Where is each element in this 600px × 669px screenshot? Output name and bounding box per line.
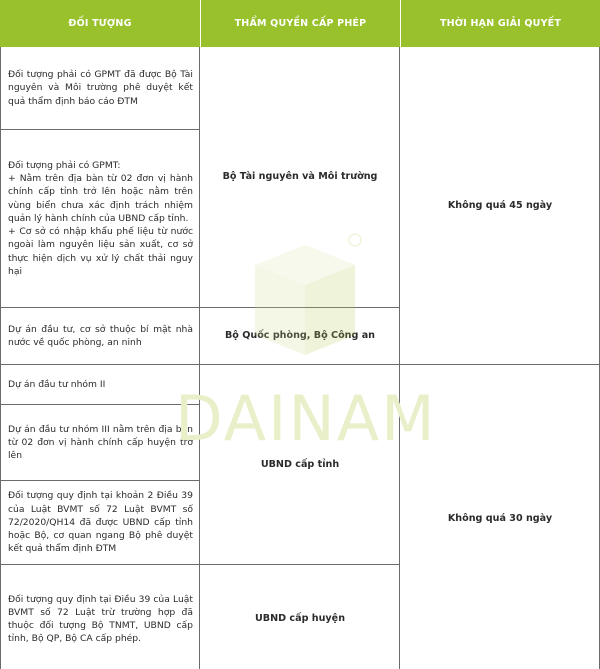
- subject-cell: [0, 308, 200, 365]
- subject-cell: [0, 405, 200, 481]
- subject-text: Dự án đầu tư nhóm II: [8, 378, 106, 390]
- subject-cell: [0, 365, 200, 405]
- authority-cell: [200, 365, 400, 565]
- subject-text: Dự án đầu tư nhóm III nằm trên địa bàn từ 02 đơn vị hành chính cấp huyện trở lên: [8, 423, 193, 462]
- subject-cell: [0, 481, 200, 565]
- authority-text: Bộ Quốc phòng, Bộ Công an: [224, 330, 376, 342]
- authority-text: Bộ Tài nguyên và Môi trường: [222, 171, 378, 183]
- deadline-cell: [400, 365, 600, 669]
- header-subject: ĐỐI TƯỢNG: [0, 0, 200, 47]
- subject-cell: [0, 47, 200, 130]
- subject-cell: [0, 565, 200, 669]
- deadline-text: Không quá 45 ngày: [447, 199, 553, 211]
- subject-text: Đối tượng phải có GPMT: + Nằm trên địa bàn từ 02 đơn vị hành chính cấp tỉnh trở lên hoặc nằm trên vùng biển chưa xác định trách nhiệm quản lý hành chính của UBND cấp tỉnh. + Cơ sở có nhập khẩu phế liệu từ nước ngoài làm nguyên liệu sản xuất, cơ sở thực hiện dịch vụ xử lý chất thải nguy hại: [8, 160, 193, 277]
- authority-cell: [200, 308, 400, 365]
- subject-cell: [0, 130, 200, 308]
- subject-text: Đối tượng quy định tại Điều 39 của Luật BVMT số 72 Luật trừ trường hợp đã thuộc đối tượng Bộ TNMT, UBND cấp tỉnh, Bộ QP, Bộ CA cấp phép.: [8, 593, 193, 645]
- header-deadline: THỜI HẠN GIẢI QUYẾT: [400, 0, 600, 47]
- authority-text: UBND cấp tỉnh: [260, 458, 340, 470]
- watermark-text: DAINAM: [175, 382, 437, 455]
- subject-text: Dự án đầu tư, cơ sở thuộc bí mật nhà nước về quốc phòng, an ninh: [8, 323, 193, 348]
- authority-text: UBND cấp huyện: [254, 613, 346, 625]
- subject-text: Đối tượng phải có GPMT đã được Bộ Tài nguyên và Môi trường phê duyệt kết quả thẩm định báo cáo ĐTM: [8, 69, 193, 107]
- authority-cell: [200, 565, 400, 669]
- authority-cell: [200, 47, 400, 308]
- header-authority: THẨM QUYỀN CẤP PHÉP: [200, 0, 400, 47]
- deadline-cell: [400, 47, 600, 365]
- deadline-text: Không quá 30 ngày: [447, 513, 553, 525]
- subject-text: Đối tượng quy định tại khoản 2 Điều 39 của Luật BVMT số 72 Luật BVMT số 72/2020/QH14 đã được UBND cấp tỉnh hoặc Bộ, cơ quan ngang Bộ phê duyệt kết quả thẩm định ĐTM: [8, 490, 193, 555]
